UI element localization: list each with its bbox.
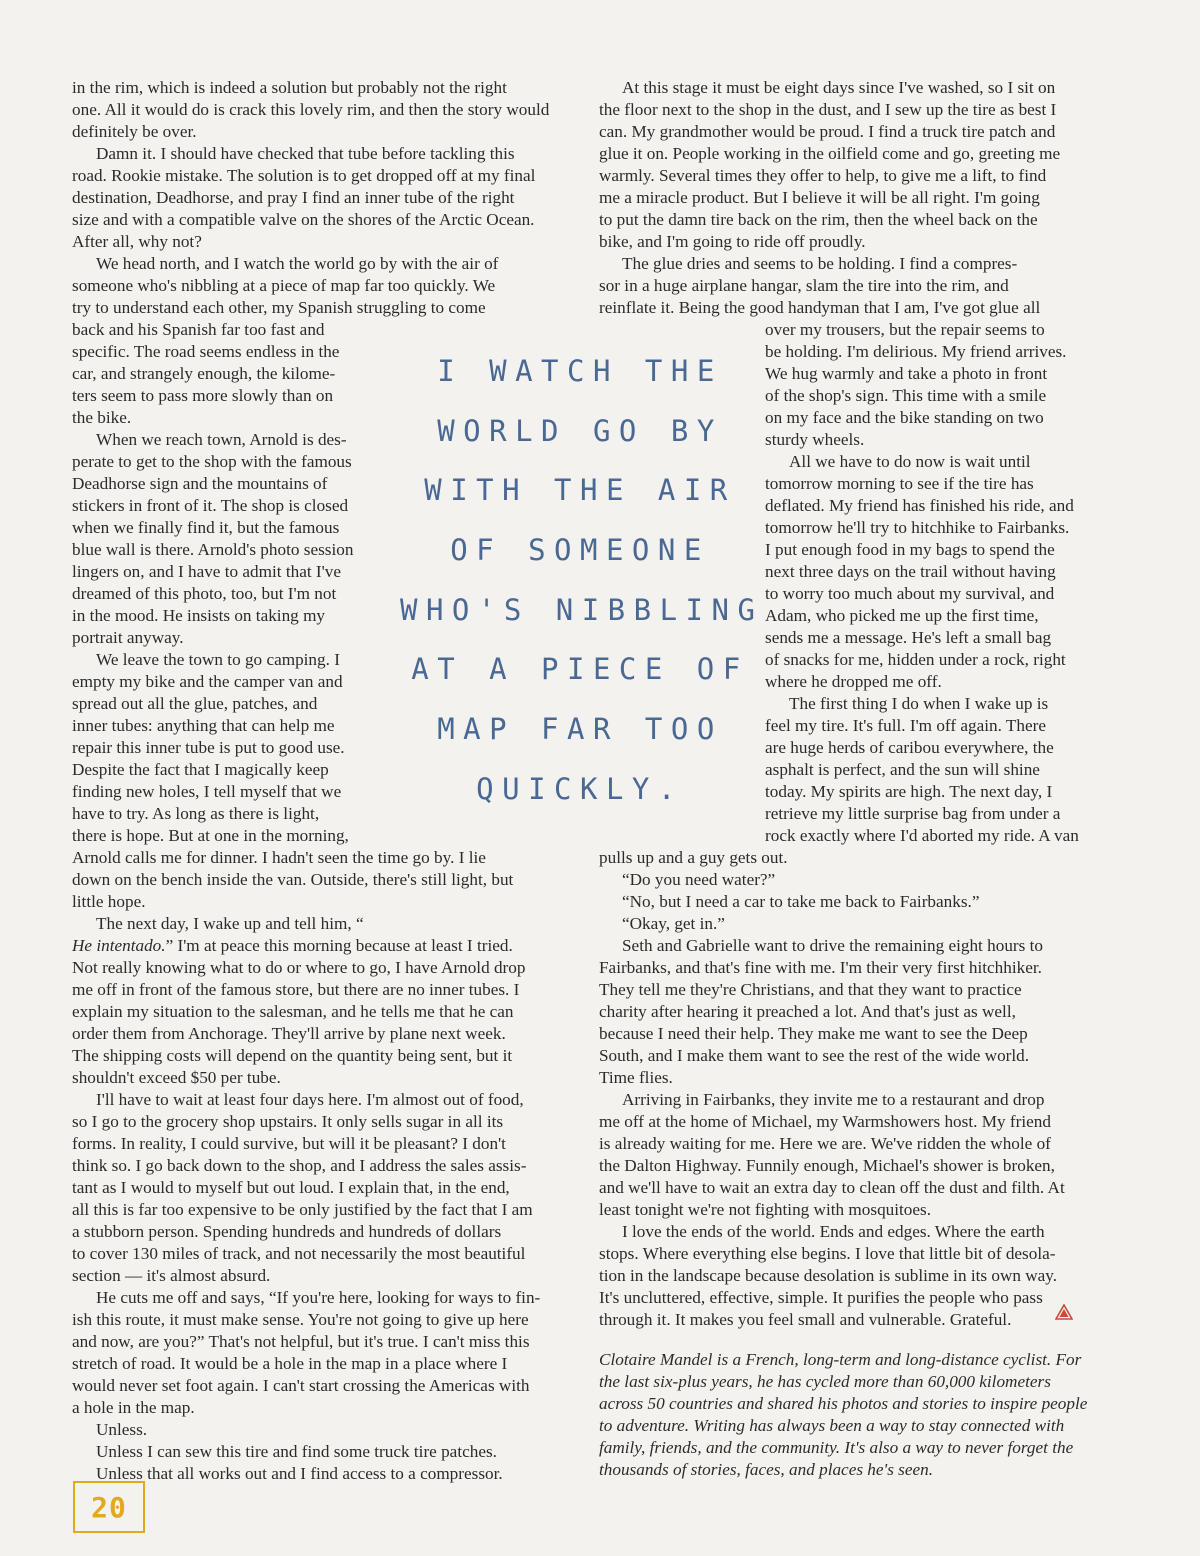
bio-line: thousands of stories, faces, and places he's seen. [599,1460,934,1479]
text-line: the bike. [72,408,132,427]
text-line: destination, Deadhorse, and pray I find an inner tube of the right [72,188,515,207]
text-line: bike, and I'm going to ride off proudly. [599,232,866,251]
text-line: inner tubes: anything that can help me [72,716,335,735]
text-line: I put enough food in my bags to spend the [765,540,1055,559]
text-line: stickers in front of it. The shop is closed [72,496,349,515]
text-line: finding new holes, I tell myself that we [72,782,342,801]
text-line: Damn it. I should have checked that tube before tackling this [96,144,515,163]
text-line: lingers on, and I have to admit that I've [72,562,341,581]
text-line: The shipping costs will depend on the quantity being sent, but it [72,1046,513,1065]
pull-quote-line: QUICKLY. [476,772,684,806]
text-line: someone who's nibbling at a piece of map far too quickly. We [72,276,496,295]
text-line: can. My grandmother would be proud. I find a truck tire patch and [599,122,1056,141]
text-line: asphalt is perfect, and the sun will shine [765,760,1040,779]
bio-line: the last six-plus years, he has cycled more than 60,000 kilometers [599,1372,1051,1391]
page-number-box [73,1481,145,1533]
text-line: and now, are you?” That's not helpful, but it's true. I can't miss this [72,1332,530,1351]
text-line: Unless I can sew this tire and find some truck tire patches. [96,1442,497,1461]
text-line: tion in the landscape because desolation is sublime in its own way. [599,1266,1058,1285]
text-line: When we reach town, Arnold is des- [96,430,347,449]
text-line: next three days on the trail without having [765,562,1056,581]
pull-quote-line: MAP FAR TOO [437,712,723,746]
text-line: me off in front of the famous store, but there are no inner tubes. I [72,980,520,999]
bio-line: family, friends, and the community. It's also a way to never forget the [599,1438,1074,1457]
text-line: the floor next to the shop in the dust, and I sew up the tire as best I [599,100,1057,119]
text-line: Arnold calls me for dinner. I hadn't seen the time go by. I lie [72,848,486,867]
text-line: deflated. My friend has finished his ride, and [765,496,1074,515]
text-line: We leave the town to go camping. I [96,650,340,669]
text-line: At this stage it must be eight days since I've washed, so I sit on [622,78,1056,97]
text-line: where he dropped me off. [765,672,942,691]
text-line: one. All it would do is crack this lovely rim, and then the story would [72,100,550,119]
text-line: I love the ends of the world. Ends and edges. Where the earth [622,1222,1045,1241]
text-line: are huge herds of caribou everywhere, the [765,738,1054,757]
text-line: It's uncluttered, effective, simple. It purifies the people who pass [599,1288,1043,1307]
text-line: car, and strangely enough, the kilome- [72,364,336,383]
text-line: me a miracle product. But I believe it will be all right. I'm going [599,188,1040,207]
text-line: The first thing I do when I wake up is [789,694,1049,713]
text-line: We head north, and I watch the world go by with the air of [96,254,499,273]
text-line: perate to get to the shop with the famous [72,452,352,471]
text-segment: ” I'm at peace this morning because at least I tried. [165,936,513,955]
text-line: Fairbanks, and that's fine with me. I'm their very first hitchhiker. [599,958,1042,977]
text-line: dreamed of this photo, too, but I'm not [72,584,337,603]
text-line: be holding. I'm delirious. My friend arrives. [765,342,1067,361]
text-line: the Dalton Highway. Funnily enough, Michael's shower is broken, [599,1156,1055,1175]
text-line: South, and I make them want to see the rest of the wide world. [599,1046,1030,1065]
text-line: size and with a compatible valve on the shores of the Arctic Ocean. [72,210,535,229]
text-line: road. Rookie mistake. The solution is to get dropped off at my final [72,166,536,185]
text-line: section — it's almost absurd. [72,1266,271,1285]
text-line: me off at the home of Michael, my Warmshowers host. My friend [599,1112,1051,1131]
text-line: of snacks for me, hidden under a rock, right [765,650,1066,669]
text-line: Deadhorse sign and the mountains of [72,474,328,493]
text-line: least tonight we're not fighting with mosquitoes. [599,1200,932,1219]
text-line: sends me a message. He's left a small bag [765,628,1052,647]
triangle-warning-icon [1055,1304,1073,1320]
text-line: Despite the fact that I magically keep [72,760,329,779]
text-line: sturdy wheels. [765,430,865,449]
text-line: because I need their help. They make me want to see the Deep [599,1024,1028,1043]
text-line: through it. It makes you feel small and vulnerable. Grateful. [599,1310,1012,1329]
text-line: rock exactly where I'd aborted my ride. A van [765,826,1079,845]
text-line: to cover 130 miles of track, and not necessarily the most beautiful [72,1244,526,1263]
spanish-quote: He intentado. [72,936,166,955]
text-line: so I go to the grocery shop upstairs. It only sells sugar in all its [72,1112,504,1131]
text-line: ters seem to pass more slowly than on [72,386,334,405]
text-line: glue it on. People working in the oilfield come and go, greeting me [599,144,1061,163]
text-line: have to try. As long as there is light, [72,804,320,823]
text-line: retrieve my little surprise bag from under a [765,804,1061,823]
text-line: empty my bike and the camper van and [72,672,343,691]
text-line: pulls up and a guy gets out. [599,848,788,867]
text-line: is already waiting for me. Here we are. We've ridden the whole of [599,1134,1051,1153]
text-line: in the rim, which is indeed a solution but probably not the right [72,78,507,97]
text-line: Not really knowing what to do or where to go, I have Arnold drop [72,958,526,977]
text-line: spread out all the glue, patches, and [72,694,318,713]
text-line: a hole in the map. [72,1398,195,1417]
text-line: He cuts me off and says, “If you're here, looking for ways to fin- [96,1288,541,1307]
text-line: reinflate it. Being the good handyman that I am, I've got glue all [599,298,1041,317]
text-line: shouldn't exceed $50 per tube. [72,1068,281,1087]
text-segment: The next day, I wake up and tell him, “ [96,914,364,933]
text-line: “Okay, get in.” [622,914,725,933]
text-line: The glue dries and seems to be holding. I find a compres- [622,254,1018,273]
pull-quote-line: WHO'S NIBBLING [400,593,764,627]
bio-line: Clotaire Mandel is a French, long-term and long-distance cyclist. For [599,1350,1082,1369]
text-line: definitely be over. [72,122,197,141]
text-line: repair this inner tube is put to good use. [72,738,345,757]
text-line: feel my tire. It's full. I'm off again. There [765,716,1046,735]
text-line: there is hope. But at one in the morning, [72,826,349,845]
text-line: to put the damn tire back on the rim, then the wheel back on the [599,210,1038,229]
text-line: warmly. Several times they offer to help, to give me a lift, to find [599,166,1047,185]
text-line: would never set foot again. I can't start crossing the Americas with [72,1376,530,1395]
text-line: explain my situation to the salesman, and he tells me that he can [72,1002,514,1021]
text-line: think so. I go back down to the shop, and I address the sales assis- [72,1156,527,1175]
text-line: We hug warmly and take a photo in front [765,364,1048,383]
text-line: “No, but I need a car to take me back to Fairbanks.” [622,892,980,911]
text-line: back and his Spanish far too fast and [72,320,325,339]
text-line: try to understand each other, my Spanish struggling to come [72,298,486,317]
pull-quote-line: AT A PIECE OF [411,652,749,686]
text-line: charity after hearing it preached a lot. And that's just as well, [599,1002,1016,1021]
text-line: tant as I would to myself but out loud. I explain that, in the end, [72,1178,510,1197]
pull-quote-line: I WATCH THE [437,354,723,388]
text-line: They tell me they're Christians, and that they want to practice [599,980,1022,999]
text-line: “Do you need water?” [622,870,776,889]
page-number: 20 [91,1490,127,1524]
text-line: and we'll have to wait an extra day to clean off the dust and filth. At [599,1178,1065,1197]
text-line: little hope. [72,892,146,911]
text-line: I'll have to wait at least four days here. I'm almost out of food, [96,1090,524,1109]
pull-quote-line: OF SOMEONE [450,533,710,567]
text-line: Seth and Gabrielle want to drive the remaining eight hours to [622,936,1043,955]
text-line: stretch of road. It would be a hole in the map in a place where I [72,1354,508,1373]
text-line: Unless that all works out and I find access to a compressor. [96,1464,503,1483]
text-line: on my face and the bike standing on two [765,408,1044,427]
text-line: Time flies. [599,1068,673,1087]
text-line: sor in a huge airplane hangar, slam the tire into the rim, and [599,276,1009,295]
text-line: After all, why not? [72,232,202,251]
text-line: today. My spirits are high. The next day, I [765,782,1053,801]
text-line: stops. Where everything else begins. I love that little bit of desola- [599,1244,1056,1263]
text-line [72,935,513,957]
bio-line: across 50 countries and shared his photos and stories to inspire people [599,1394,1088,1413]
pull-quote-line: WORLD GO BY [437,414,723,448]
text-line: All we have to do now is wait until [789,452,1031,471]
text-line: a stubborn person. Spending hundreds and hundreds of dollars [72,1222,502,1241]
text-line: in the mood. He insists on taking my [72,606,326,625]
text-line: specific. The road seems endless in the [72,342,340,361]
text-line: Arriving in Fairbanks, they invite me to a restaurant and drop [622,1090,1045,1109]
text-line: forms. In reality, I could survive, but will it be pleasant? I don't [72,1134,506,1153]
text-line: down on the bench inside the van. Outside, there's still light, but [72,870,514,889]
text-line: when we finally find it, but the famous [72,518,340,537]
text-line: portrait anyway. [72,628,184,647]
bio-line: to adventure. Writing has always been a way to stay connected with [599,1416,1065,1435]
text-line: Unless. [96,1420,148,1439]
text-line: ish this route, it must make sense. You're not going to give up here [72,1310,529,1329]
text-line: tomorrow morning to see if the tire has [765,474,1034,493]
text-line: to worry too much about my survival, and [765,584,1055,603]
text-line: all this is far too expensive to be only justified by the fact that I am [72,1200,533,1219]
pull-quote-line: WITH THE AIR [424,473,736,507]
text-line: of the shop's sign. This time with a smile [765,386,1047,405]
text-line: blue wall is there. Arnold's photo session [72,540,354,559]
text-line: over my trousers, but the repair seems to [765,320,1045,339]
text-line [96,913,364,935]
text-line: tomorrow he'll try to hitchhike to Fairbanks. [765,518,1070,537]
text-line: Adam, who picked me up the first time, [765,606,1039,625]
text-line: order them from Anchorage. They'll arrive by plane next week. [72,1024,506,1043]
